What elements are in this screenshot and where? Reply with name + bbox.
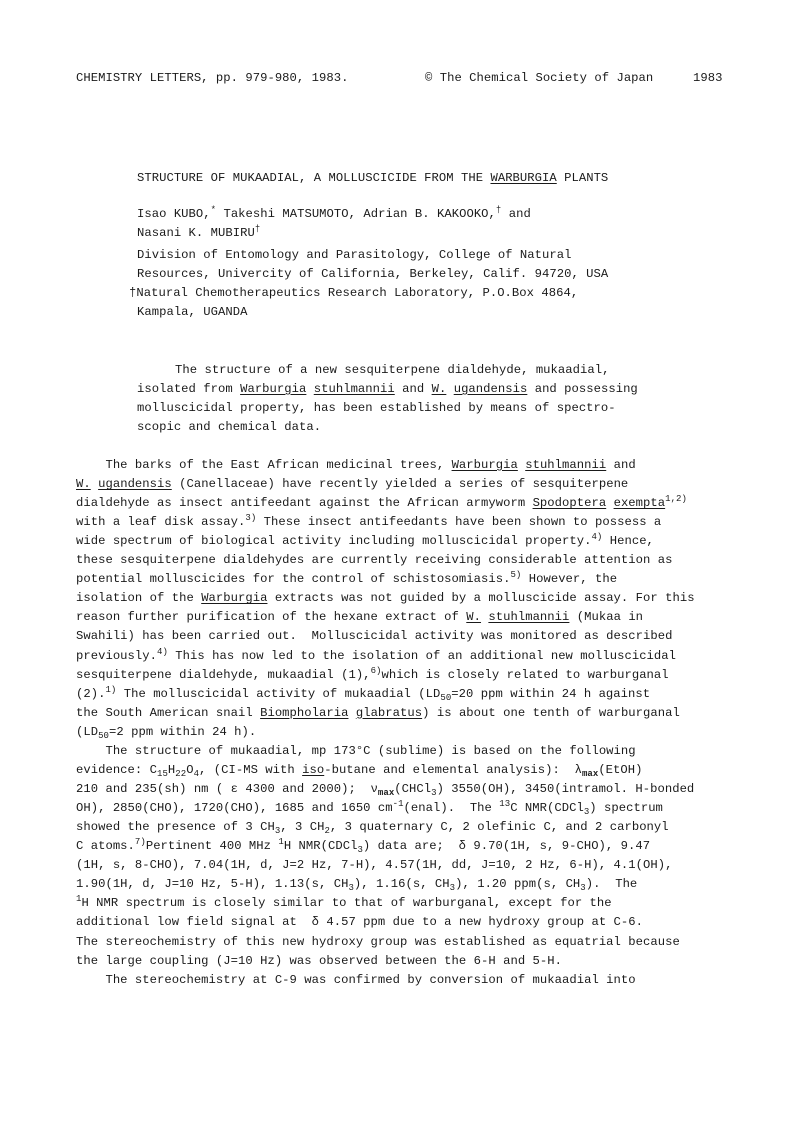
body-text-line [76,706,680,721]
body-text: additional low field signal at δ 4.57 ppm due to a new hydroxy group at C-6. [76,915,644,930]
abstract-text [306,382,313,396]
underlined-term: exempta [613,496,666,511]
corresponding-author-mark: * [210,205,217,215]
body-text-line [76,665,669,683]
underlined-term: Biompholaria [260,705,349,720]
body-text: ). The [585,877,638,892]
body-text-line [76,801,663,816]
superscript: 7) [134,837,146,848]
underlined-term: stuhlmannii [488,610,570,625]
subscript: 3 [357,845,363,856]
subscript-bold: max [377,788,395,799]
subscript: 2 [324,826,330,837]
abstract-text: and possessing [527,382,638,396]
superscript: 13 [499,799,511,810]
author-4: Nasani K. MUBIRU [137,226,255,240]
abstract-line-2 [137,382,638,397]
abstract-species-genus-abbrev: W. [431,382,447,396]
body-text: Hence, [602,534,654,549]
affiliation-dagger: † [129,286,137,300]
running-header-year: 1983 [693,71,723,85]
body-text-line [76,877,637,892]
affiliation-dagger-mark: † [254,224,261,234]
title-part-a: STRUCTURE OF MUKAADIAL, A MOLLUSCICIDE FROM THE [137,171,491,185]
body-text: Pertinent 400 MHz [145,839,279,854]
body-text-line [76,496,687,511]
authors-line-2 [137,226,260,241]
body-text-line [76,935,680,950]
body-text-line [76,477,628,492]
abstract-line-1: The structure of a new sesquiterpene dialdehyde, mukaadial, [175,363,610,377]
body-text-line [76,973,636,988]
body-text: potential molluscicides for the control of schistosomiasis. [76,572,511,587]
body-text: ) data are; δ 9.70(1H, s, 9-CHO), 9.47 [362,839,651,854]
body-text: previously. [76,648,158,663]
body-text: -butane and elemental analysis): λ [324,763,582,778]
body-text: ) is about one tenth of warburganal [422,705,680,720]
body-text: The molluscicidal activity of mukaadial (LD [116,686,441,701]
body-text: wide spectrum of biological activity including molluscicidal property. [76,534,592,549]
subscript: 15 [157,769,168,780]
body-text: The stereochemistry at C-9 was confirmed by conversion of mukaadial into [76,972,636,987]
body-text: ), 1.20 ppm(s, CH [455,877,581,892]
body-text-line [76,610,643,625]
abstract-text [446,382,453,396]
body-text-line [76,684,651,703]
underlined-term: W. [466,610,482,625]
body-text-line [76,839,650,854]
body-text: OH), 2850(CHO), 1720(CHO), 1685 and 1650 cm [76,801,393,816]
body-text: C NMR(CDCl [510,801,584,816]
superscript: 1 [278,837,284,848]
title-part-b: PLANTS [556,171,609,185]
body-text: the South American snail [76,705,261,720]
underlined-term: Spodoptera [532,496,607,511]
authors-and: and [501,207,531,221]
body-text: with a leaf disk assay. [76,515,246,530]
subscript: 3 [583,807,590,818]
body-text [91,477,98,491]
subscript: 3 [449,883,456,894]
body-text: (EtOH) [598,763,643,778]
subscript: 3 [348,883,354,894]
body-text-line [76,915,643,930]
subscript-bold: max [581,769,599,780]
body-text: H NMR(CDCl [283,839,358,854]
body-text: (Mukaa in [569,610,644,625]
body-text-line [76,820,669,835]
body-text: which is closely related to warburganal [381,667,669,682]
body-text-line [76,591,695,606]
abstract-species-epithet: ugandensis [453,382,528,396]
subscript: 50 [440,692,452,703]
subscript: 3 [431,788,437,799]
body-text: , 3 quaternary C, 2 olefinic C, and 2 carbonyl [329,820,669,835]
subscript: 4 [193,769,200,780]
body-text: However, the [521,572,618,587]
abstract-species-genus: Warburgia [240,382,307,396]
body-text: =2 ppm within 24 h). [109,724,257,739]
underlined-term: iso [302,763,325,778]
body-text-line [76,515,661,530]
subscript: 50 [98,730,109,741]
superscript: 3) [245,513,257,524]
abstract-text: isolated from [137,382,241,396]
affiliation-dagger-mark: † [495,205,502,215]
body-text: O [186,763,194,778]
body-text: ) spectrum [589,801,663,816]
body-text: C atoms. [76,839,135,854]
body-text: 1.90(1H, d, J=10 Hz, 5-H), 1.13(s, CH [76,877,349,892]
body-text: (1H, s, 8-CHO), 7.04(1H, d, J=2 Hz, 7-H), 4.57(1H, dd, J=10, 2 Hz, 6-H), 4.1(OH), [76,858,673,873]
body-text: evidence: C [76,763,158,778]
body-text: (enal). The [403,801,500,816]
body-text: , (CI-MS with [199,763,303,778]
body-text [606,496,613,510]
underlined-term: ugandensis [98,477,172,492]
body-text: extracts was not guided by a molluscicide assay. For this [267,591,695,606]
running-header-journal: CHEMISTRY LETTERS, pp. 979-980, 1983. [76,71,349,85]
abstract-text: and [394,382,432,396]
subscript: 3 [580,883,586,894]
underlined-term: stuhlmannii [525,458,607,472]
body-text-line [76,534,654,549]
body-text: reason further purification of the hexane extract of [76,610,467,625]
body-text-line [76,572,617,587]
abstract-species-epithet: stuhlmannii [313,382,395,396]
superscript: 4) [157,646,168,657]
underlined-term: W. [76,477,91,492]
running-header-copyright: © The Chemical Society of Japan [425,71,654,85]
body-text: ), 1.16(s, CH [353,877,450,892]
body-text: Swahili) has been carried out. Molluscicidal activity was monitored as described [76,629,673,644]
body-text: The stereochemistry of this new hydroxy group was established as equatrial because [76,934,680,949]
affiliation-line-4: Kampala, UGANDA [137,305,248,319]
body-text: (2). [76,686,106,701]
superscript: 1 [76,894,82,905]
title-genus: WARBURGIA [490,171,557,185]
abstract-line-3: molluscicidal property, has been established by means of spectro- [137,401,616,415]
superscript: 4) [591,532,603,543]
body-text [348,706,355,720]
underlined-term: glabratus [355,705,423,720]
body-text: H NMR spectrum is closely similar to that of warburganal, except for the [81,896,612,911]
body-text: sesquiterpene dialdehyde, mukaadial (1), [76,667,371,682]
body-text-line [76,553,672,568]
body-text: (LD [76,724,99,739]
superscript: -1 [392,799,404,810]
body-text: the large coupling (J=10 Hz) was observed between the 6-H and 5-H. [76,953,563,968]
superscript: 5) [510,570,522,581]
body-text-line [76,858,672,873]
body-text: , 3 CH [280,820,325,835]
body-text: showed the presence of 3 CH [76,820,275,835]
superscript: 1) [105,684,117,695]
body-text: The barks of the East African medicinal trees, [76,458,452,472]
subscript: 22 [175,769,187,780]
affiliation-line-2: Resources, Univercity of California, Berkeley, Calif. 94720, USA [137,267,609,281]
body-text-line [76,725,256,740]
subscript: 3 [274,826,281,837]
body-text-line [76,954,562,969]
article-title [137,171,608,186]
body-text: isolation of the [76,591,202,606]
affiliation-line-1: Division of Entomology and Parasitology, College of Natural [137,248,572,262]
body-text: =20 ppm within 24 h against [451,686,651,701]
author-1: Isao KUBO, [137,207,211,221]
authors-2-3: Takeshi MATSUMOTO, Adrian B. KAKOOKO, [216,207,496,221]
body-text: These insect antifeedants have been shown to possess a [256,515,662,530]
body-text: (Canellaceae) have recently yielded a series of sesquiterpene [171,477,629,492]
body-text-line [76,896,612,911]
body-text-line [76,629,672,644]
body-text-line [76,458,636,473]
underlined-term: Warburgia [451,458,518,472]
superscript: 1,2) [665,494,687,505]
body-text-line [76,646,677,664]
affiliation-line-3-text: Natural Chemotherapeutics Research Laboratory, P.O.Box 4864, [136,286,579,300]
body-text: dialdehyde as insect antifeedant against the African armyworm [76,496,533,511]
body-text: The structure of mukaadial, mp 173°C (sublime) is based on the following [76,744,636,758]
body-text: This has now led to the isolation of an additional new molluscicidal [167,648,677,663]
authors-line-1 [137,207,531,222]
body-text: (CHCl [394,782,432,797]
body-text: 210 and 235(sh) nm ( ε 4300 and 2000); ν [76,782,378,797]
abstract-line-4: scopic and chemical data. [137,420,322,434]
body-text: H [167,763,176,778]
underlined-term: Warburgia [201,591,268,606]
affiliation-line-3 [129,286,578,301]
body-text: ) 3550(OH), 3450(intramol. H-bonded [436,782,695,797]
body-text-line [76,782,694,797]
body-text: and [606,458,636,472]
superscript: 6) [370,665,382,676]
body-text-line [76,744,636,759]
body-text-line [76,763,643,778]
body-text: these sesquiterpene dialdehydes are currently receiving considerable attention as [76,553,673,568]
